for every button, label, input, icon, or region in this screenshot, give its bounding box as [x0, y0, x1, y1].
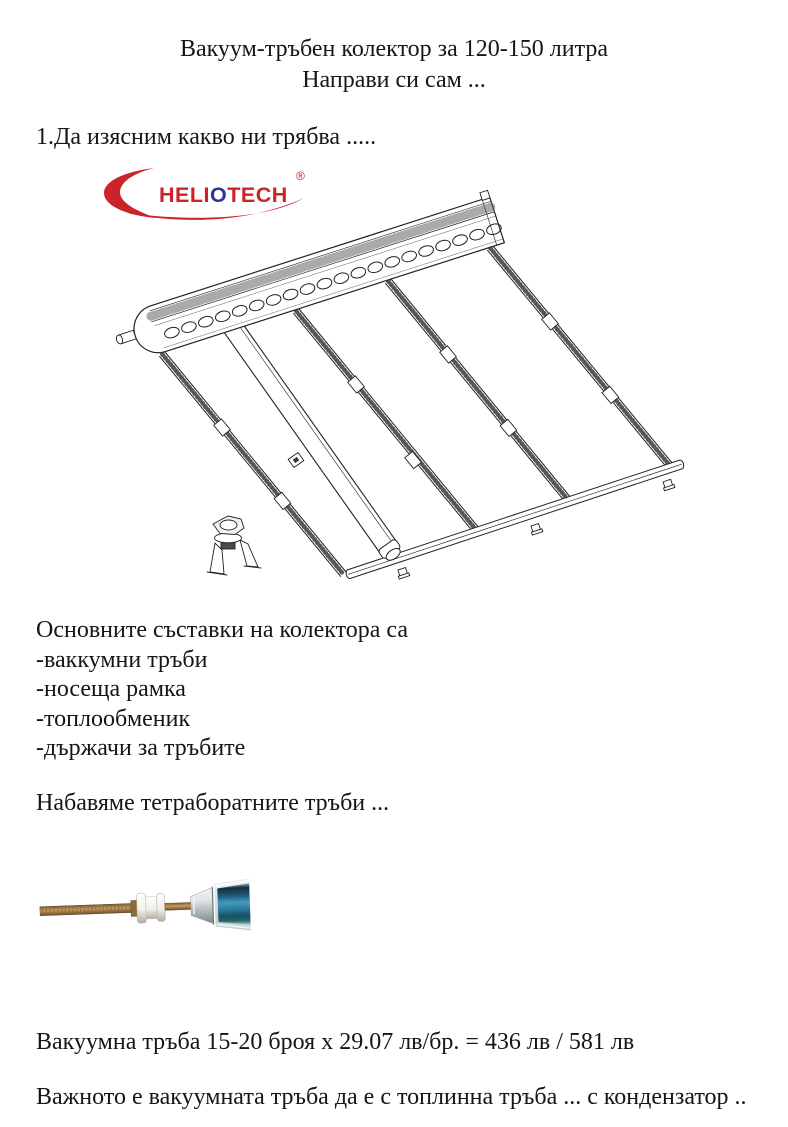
- component-item: -топлообменик: [36, 705, 191, 732]
- bottom-crossbar: [346, 460, 683, 579]
- insulator-spool: [136, 892, 165, 923]
- sourcing-line: Набавяме тетраборатните тръби ...: [36, 790, 390, 816]
- metal-collar: [190, 887, 213, 926]
- tube-holder-clamp: [207, 516, 261, 575]
- heliotech-logo: [100, 165, 315, 221]
- vacuum-tube-photo: [36, 876, 256, 942]
- page-title-line1: Вакуум-тръбен колектор за 120-150 литра: [179, 36, 609, 62]
- components-intro: Основните съставки на колектора са: [36, 617, 408, 643]
- registered-trademark-symbol: ®: [296, 169, 305, 183]
- component-item: -държачи за тръбите: [36, 735, 246, 761]
- component-item: -носеща рамка: [36, 676, 186, 702]
- glass-tube-body: [214, 878, 251, 931]
- step1-heading: 1.Да изясним какво ни трябва .....: [36, 124, 377, 150]
- logo-wordmark: HELIOTECH: [159, 183, 288, 207]
- page-title-line2: Направи си сам ...: [302, 67, 486, 93]
- note-line: Важното е вакуумната тръба да е с топлинна тръба ... с кондензатор ..: [36, 1084, 747, 1110]
- heat-pipe-condenser: [40, 900, 137, 919]
- price-line: Вакуумна тръба 15-20 броя x 29.07 лв/бр. = 436 лв / 581 лв: [36, 1029, 635, 1055]
- component-item: -ваккумни тръби: [36, 646, 208, 673]
- collector-frame-drawing: [95, 162, 710, 610]
- tube-clip: [288, 452, 304, 467]
- logo-swoosh-left: [104, 168, 156, 218]
- copper-pin: [165, 902, 192, 910]
- components-list: [36, 616, 408, 764]
